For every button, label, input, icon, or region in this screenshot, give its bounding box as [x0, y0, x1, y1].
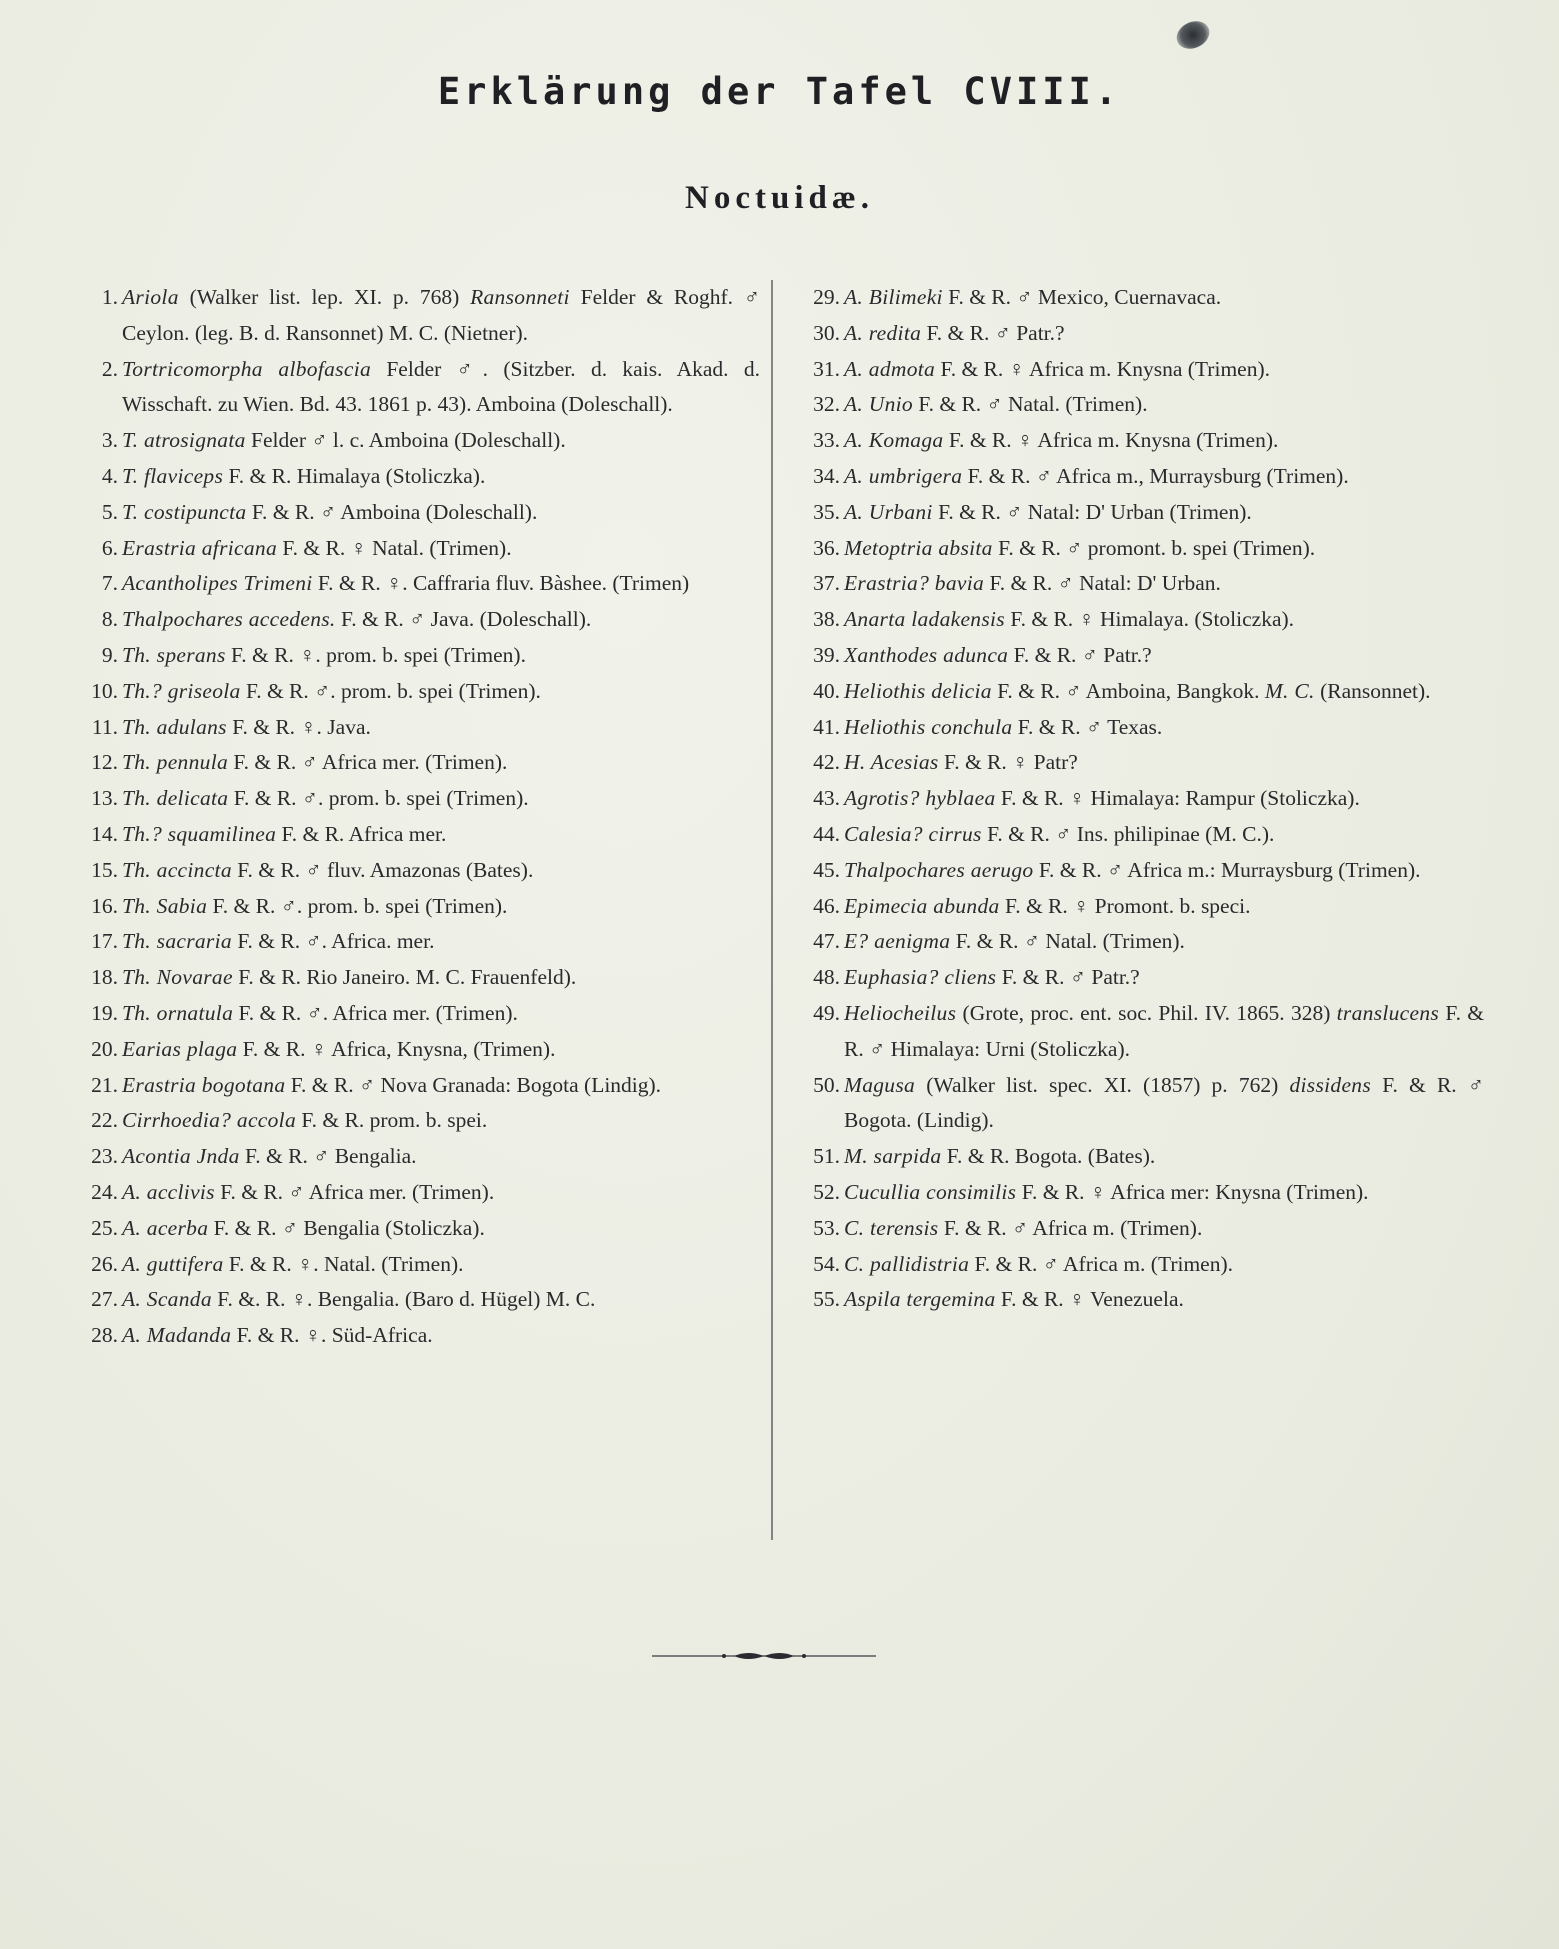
- species-entry: [792, 996, 1484, 1068]
- entry-number: 20.: [91, 1036, 118, 1061]
- entry-text: Thalpochares accedens. F. & R. ♂ Java. (Doleschall).: [122, 607, 592, 632]
- species-entry: [70, 495, 760, 531]
- entry-text: Th. ornatula F. & R. ♂. Africa mer. (Trimen).: [122, 1000, 518, 1025]
- entry-text: M. sarpida F. & R. Bogota. (Bates).: [844, 1144, 1156, 1169]
- entry-number: 48.: [813, 965, 840, 990]
- entry-text: Cucullia consimilis F. & R. ♀ Africa mer: Knysna (Trimen).: [844, 1179, 1369, 1204]
- species-entry: [70, 1282, 760, 1318]
- entry-number: 33.: [813, 428, 840, 453]
- entry-number: 39.: [813, 642, 840, 667]
- entry-number: 25.: [91, 1215, 118, 1240]
- entry-text: Heliocheilus (Grote, proc. ent. soc. Phil. IV. 1865. 328) translucens F. & R. ♂ Himalaya: Urni (Stoliczka).: [844, 1000, 1484, 1061]
- family-heading: Noctuidæ.: [685, 180, 874, 216]
- entry-text: Cirrhoedia? accola F. & R. prom. b. spei.: [122, 1108, 488, 1133]
- entry-number: 44.: [813, 821, 840, 846]
- entry-text: A. Urbani F. & R. ♂ Natal: D' Urban (Trimen).: [844, 499, 1252, 524]
- species-entry: [792, 531, 1484, 567]
- entry-number: 46.: [813, 893, 840, 918]
- species-entry: [792, 638, 1484, 674]
- entry-number: 54.: [813, 1251, 840, 1276]
- species-entry: [792, 853, 1484, 889]
- entry-number: 2.: [101, 356, 118, 381]
- species-entry: [792, 1139, 1484, 1175]
- entry-text: Heliothis delicia F. & R. ♂ Amboina, Bangkok. M. C. (Ransonnet).: [844, 678, 1431, 703]
- entry-text: Th.? squamilinea F. & R. Africa mer.: [122, 821, 447, 846]
- entry-number: 7.: [101, 571, 118, 596]
- species-entry: [70, 566, 760, 602]
- entry-text: H. Acesias F. & R. ♀ Patr?: [844, 750, 1078, 775]
- species-entry: [792, 745, 1484, 781]
- species-entry: [70, 996, 760, 1032]
- page-title: Erklärung der Tafel CVIII.: [437, 70, 1122, 113]
- entry-text: A. umbrigera F. & R. ♂ Africa m., Murraysburg (Trimen).: [844, 463, 1349, 488]
- entry-number: 26.: [91, 1251, 118, 1276]
- species-entry: [70, 531, 760, 567]
- entry-number: 15.: [91, 857, 118, 882]
- entry-text: E? aenigma F. & R. ♂ Natal. (Trimen).: [844, 929, 1185, 954]
- entry-number: 21.: [91, 1072, 118, 1097]
- entry-number: 50.: [813, 1072, 840, 1097]
- entry-number: 18.: [91, 965, 118, 990]
- entry-number: 10.: [91, 678, 118, 703]
- species-entry: [792, 387, 1484, 423]
- entry-text: A. redita F. & R. ♂ Patr.?: [844, 320, 1065, 345]
- entry-number: 38.: [813, 607, 840, 632]
- entry-number: 5.: [101, 499, 118, 524]
- entry-number: 14.: [91, 821, 118, 846]
- entry-number: 22.: [91, 1108, 118, 1133]
- entry-number: 45.: [813, 857, 840, 882]
- species-entry: [792, 280, 1484, 316]
- entry-text: Acontia Jnda F. & R. ♂ Bengalia.: [122, 1144, 417, 1169]
- entry-text: Th. sacraria F. & R. ♂. Africa. mer.: [122, 929, 435, 954]
- entry-text: A. guttifera F. & R. ♀. Natal. (Trimen).: [122, 1251, 464, 1276]
- entry-number: 24.: [91, 1179, 118, 1204]
- entry-number: 51.: [813, 1144, 840, 1169]
- entry-text: Erastria africana F. & R. ♀ Natal. (Trimen).: [122, 535, 512, 560]
- entry-number: 23.: [91, 1144, 118, 1169]
- entry-number: 6.: [101, 535, 118, 560]
- entry-text: Xanthodes adunca F. & R. ♂ Patr.?: [844, 642, 1152, 667]
- entry-number: 47.: [813, 929, 840, 954]
- entry-text: A. admota F. & R. ♀ Africa m. Knysna (Trimen).: [844, 356, 1270, 381]
- species-entry: [792, 1211, 1484, 1247]
- entry-text: A. Madanda F. & R. ♀. Süd-Africa.: [122, 1323, 433, 1348]
- entry-text: Th. adulans F. & R. ♀. Java.: [122, 714, 371, 739]
- entry-number: 41.: [813, 714, 840, 739]
- entry-text: C. pallidistria F. & R. ♂ Africa m. (Trimen).: [844, 1251, 1234, 1276]
- species-entry: [792, 1068, 1484, 1140]
- entry-number: 13.: [91, 786, 118, 811]
- entry-text: Th. Novarae F. & R. Rio Janeiro. M. C. Frauenfeld).: [122, 965, 577, 990]
- entry-text: Th. accincta F. & R. ♂ fluv. Amazonas (Bates).: [122, 857, 534, 882]
- species-entry: [792, 459, 1484, 495]
- species-entry: [70, 745, 760, 781]
- species-entry: [792, 352, 1484, 388]
- entry-number: 8.: [101, 607, 118, 632]
- entry-text: Erastria bogotana F. & R. ♂ Nova Granada: Bogota (Lindig).: [122, 1072, 662, 1097]
- species-entry: [70, 423, 760, 459]
- entry-text: Epimecia abunda F. & R. ♀ Promont. b. speci.: [844, 893, 1251, 918]
- entry-text: Erastria? bavia F. & R. ♂ Natal: D' Urban.: [844, 571, 1221, 596]
- entry-text: T. atrosignata Felder ♂ l. c. Amboina (Doleschall).: [122, 428, 566, 453]
- species-entry: [70, 1318, 760, 1354]
- ornament-divider: [652, 1648, 876, 1664]
- entry-number: 12.: [91, 750, 118, 775]
- entry-number: 17.: [91, 929, 118, 954]
- species-entry: [792, 566, 1484, 602]
- species-entry: [70, 710, 760, 746]
- entry-text: A. Scanda F. &. R. ♀. Bengalia. (Baro d. Hügel) M. C.: [122, 1287, 596, 1312]
- species-entry: [792, 495, 1484, 531]
- entry-text: Th. delicata F. & R. ♂. prom. b. spei (Trimen).: [122, 786, 529, 811]
- right-column: [792, 280, 1484, 1318]
- entry-text: Aspila tergemina F. & R. ♀ Venezuela.: [844, 1287, 1184, 1312]
- entry-text: Acantholipes Trimeni F. & R. ♀. Caffraria fluv. Bàshee. (Trimen): [122, 571, 690, 596]
- entry-text: Tortricomorpha albofascia Felder ♂. (Sitzber. d. kais. Akad. d. Wisschaft. zu Wien. Bd. 43. 1861 p. 43). Amboina (Doleschall).: [122, 356, 760, 417]
- species-entry: [792, 423, 1484, 459]
- species-entry: [792, 924, 1484, 960]
- entry-number: 11.: [91, 714, 118, 739]
- species-entry: [70, 352, 760, 424]
- entry-number: 4.: [101, 463, 118, 488]
- entry-text: A. Bilimeki F. & R. ♂ Mexico, Cuernavaca.: [844, 285, 1222, 309]
- entry-number: 1.: [101, 285, 118, 309]
- species-entry: [792, 960, 1484, 996]
- entry-text: A. Komaga F. & R. ♀ Africa m. Knysna (Trimen).: [844, 428, 1279, 453]
- entry-number: 3.: [101, 428, 118, 453]
- species-entry: [792, 602, 1484, 638]
- entry-text: Magusa (Walker list. spec. XI. (1857) p. 762) dissidens F. & R. ♂ Bogota. (Lindig).: [844, 1072, 1484, 1133]
- species-entry: [70, 1068, 760, 1104]
- species-entry: [70, 889, 760, 925]
- species-entry: [792, 710, 1484, 746]
- species-entry: [70, 1175, 760, 1211]
- entry-number: 37.: [813, 571, 840, 596]
- entry-number: 40.: [813, 678, 840, 703]
- species-entry: [70, 459, 760, 495]
- species-entry: [792, 674, 1484, 710]
- species-entry: [70, 674, 760, 710]
- species-entry: [70, 781, 760, 817]
- entry-number: 29.: [813, 285, 840, 309]
- species-entry: [70, 960, 760, 996]
- entry-number: 35.: [813, 499, 840, 524]
- species-entry: [70, 1139, 760, 1175]
- entry-text: Th. Sabia F. & R. ♂. prom. b. spei (Trimen).: [122, 893, 508, 918]
- entry-number: 19.: [91, 1000, 118, 1025]
- entry-text: Th. sperans F. & R. ♀. prom. b. spei (Trimen).: [122, 642, 526, 667]
- species-entry: [70, 638, 760, 674]
- entry-number: 32.: [813, 392, 840, 417]
- species-entry: [792, 781, 1484, 817]
- entry-number: 30.: [813, 320, 840, 345]
- entry-number: 36.: [813, 535, 840, 560]
- species-entry: [70, 1032, 760, 1068]
- species-entry: [70, 1211, 760, 1247]
- entry-number: 28.: [91, 1323, 118, 1348]
- entry-text: A. acerba F. & R. ♂ Bengalia (Stoliczka).: [122, 1215, 485, 1240]
- species-entry: [70, 1247, 760, 1283]
- entry-number: 42.: [813, 750, 840, 775]
- entry-text: A. Unio F. & R. ♂ Natal. (Trimen).: [844, 392, 1148, 417]
- entry-text: Thalpochares aerugo F. & R. ♂ Africa m.: Murraysburg (Trimen).: [844, 857, 1421, 882]
- species-entry: [792, 1247, 1484, 1283]
- entry-text: T. costipuncta F. & R. ♂ Amboina (Doleschall).: [122, 499, 538, 524]
- entry-text: Anarta ladakensis F. & R. ♀ Himalaya. (Stoliczka).: [844, 607, 1295, 632]
- entry-text: Euphasia? cliens F. & R. ♂ Patr.?: [844, 965, 1140, 990]
- entry-number: 31.: [813, 356, 840, 381]
- species-entry: [792, 1282, 1484, 1318]
- column-divider: [771, 280, 773, 1540]
- entry-number: 43.: [813, 786, 840, 811]
- entry-text: Heliothis conchula F. & R. ♂ Texas.: [844, 714, 1163, 739]
- species-entry: [792, 889, 1484, 925]
- entry-text: Metoptria absita F. & R. ♂ promont. b. spei (Trimen).: [844, 535, 1316, 560]
- entry-number: 27.: [91, 1287, 118, 1312]
- species-entry: [70, 817, 760, 853]
- species-entry: [70, 280, 760, 352]
- entry-text: Th. pennula F. & R. ♂ Africa mer. (Trimen).: [122, 750, 508, 775]
- entry-text: T. flaviceps F. & R. Himalaya (Stoliczka).: [122, 463, 486, 488]
- entry-text: Calesia? cirrus F. & R. ♂ Ins. philipinae (M. C.).: [844, 821, 1275, 846]
- entry-number: 52.: [813, 1179, 840, 1204]
- entry-number: 49.: [813, 1000, 840, 1025]
- entry-text: A. acclivis F. & R. ♂ Africa mer. (Trimen).: [122, 1179, 495, 1204]
- species-entry: [792, 316, 1484, 352]
- species-entry: [70, 1103, 760, 1139]
- entry-number: 53.: [813, 1215, 840, 1240]
- entry-number: 9.: [101, 642, 118, 667]
- entry-text: Ariola (Walker list. lep. XI. p. 768) Ransonneti Felder & Roghf. ♂ Ceylon. (leg. B. d. Ransonnet) M. C. (Nietner).: [122, 285, 760, 345]
- species-entry: [792, 817, 1484, 853]
- entry-number: 16.: [91, 893, 118, 918]
- entry-text: Th.? griseola F. & R. ♂. prom. b. spei (Trimen).: [122, 678, 541, 703]
- entry-text: C. terensis F. & R. ♂ Africa m. (Trimen).: [844, 1215, 1203, 1240]
- left-column: [70, 280, 760, 1354]
- entry-text: Agrotis? hyblaea F. & R. ♀ Himalaya: Rampur (Stoliczka).: [844, 786, 1360, 811]
- species-entry: [70, 602, 760, 638]
- species-entry: [70, 853, 760, 889]
- entry-number: 34.: [813, 463, 840, 488]
- entry-text: Earias plaga F. & R. ♀ Africa, Knysna, (Trimen).: [122, 1036, 556, 1061]
- species-entry: [70, 924, 760, 960]
- entry-number: 55.: [813, 1287, 840, 1312]
- species-entry: [792, 1175, 1484, 1211]
